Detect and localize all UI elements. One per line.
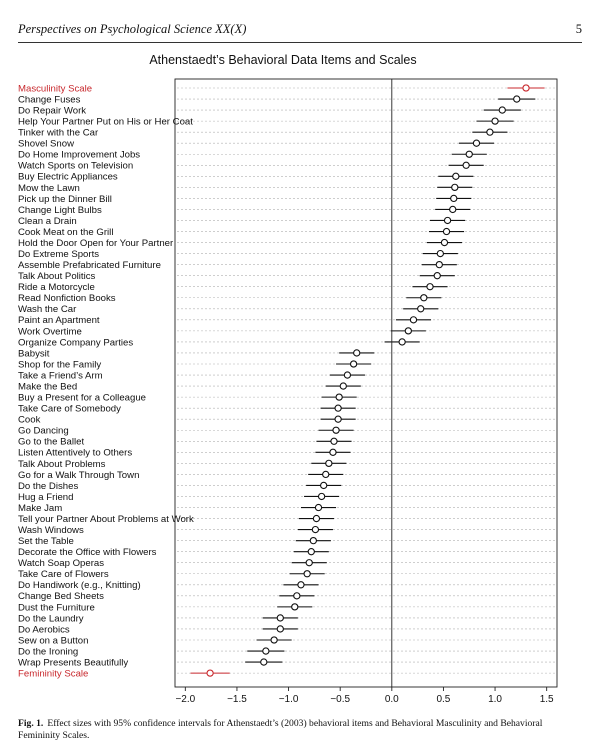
effect-point [421, 295, 427, 301]
effect-point [492, 118, 498, 124]
effect-point [294, 593, 300, 599]
item-label: Tinker with the Car [18, 127, 99, 139]
row-labels [18, 83, 194, 679]
effect-point [336, 394, 342, 400]
effect-point [434, 273, 440, 279]
item-label: Buy Electric Appliances [18, 171, 118, 183]
item-label: Watch Soap Operas [18, 558, 105, 570]
effect-point [333, 427, 339, 433]
item-label: Change Bed Sheets [18, 591, 104, 603]
item-label: Do Aerobics [18, 624, 70, 636]
effect-point [499, 107, 505, 113]
effect-point [321, 482, 327, 488]
item-label: Babysit [18, 348, 50, 360]
item-label: Do the Dishes [18, 480, 79, 492]
figure-caption [18, 718, 582, 742]
effect-point [261, 659, 267, 665]
item-label: Make Jam [18, 502, 63, 514]
item-label: Cook [18, 414, 41, 426]
item-label: Shovel Snow [18, 138, 74, 150]
page-number: 5 [575, 22, 582, 36]
effect-point [450, 206, 456, 212]
effect-point [326, 460, 332, 466]
item-label: Change Light Bulbs [18, 204, 102, 216]
item-label: Assemble Prefabricated Furniture [18, 260, 161, 272]
item-label: Make the Bed [18, 381, 78, 393]
item-label: Ride a Motorcycle [18, 282, 95, 294]
item-label: Do the Ironing [18, 646, 79, 658]
item-label: Do Repair Work [18, 105, 87, 117]
scale-label: Femininity Scale [18, 668, 89, 680]
item-label: Set the Table [18, 536, 74, 548]
item-label: Go to the Ballet [18, 436, 85, 448]
item-label: Shop for the Family [18, 359, 102, 371]
item-label: Clean a Drain [18, 215, 77, 227]
item-label: Talk About Problems [18, 458, 106, 470]
item-label: Do Home Improvement Jobs [18, 149, 141, 161]
effect-point [323, 471, 329, 477]
x-tick-label: −1.0 [278, 694, 299, 705]
effect-point [319, 493, 325, 499]
data-marks [190, 85, 544, 676]
item-label: Do the Laundry [18, 613, 84, 625]
effect-point [340, 383, 346, 389]
figure-label: Fig. 1. [18, 718, 44, 729]
effect-point [277, 615, 283, 621]
effect-point [443, 228, 449, 234]
effect-point [444, 217, 450, 223]
effect-point [452, 184, 458, 190]
item-label: Wash Windows [18, 525, 84, 536]
item-label: Help Your Partner Put on His or Her Coat [18, 116, 193, 128]
effect-point [436, 262, 442, 268]
effect-point [487, 129, 493, 135]
item-label: Go for a Walk Through Town [18, 469, 140, 481]
effect-point [427, 284, 433, 290]
x-axis [175, 79, 557, 705]
effect-point [354, 350, 360, 356]
effect-point [308, 549, 314, 555]
item-label: Wrap Presents Beautifully [18, 657, 129, 669]
item-label: Read Nonfiction Books [18, 293, 116, 305]
item-label: Buy a Present for a Colleague [18, 392, 146, 404]
effect-point [304, 571, 310, 577]
effect-point [441, 239, 447, 245]
x-tick-label: 0.0 [384, 694, 399, 705]
effect-point [405, 328, 411, 334]
scale-point [207, 670, 213, 676]
effect-point [310, 538, 316, 544]
item-label: Pick up the Dinner Bill [18, 193, 112, 205]
effect-point [514, 96, 520, 102]
x-tick-label: 0.5 [436, 694, 451, 705]
effect-point [330, 449, 336, 455]
effect-point [351, 361, 357, 367]
item-label: Do Extreme Sports [18, 249, 100, 260]
item-label: Take a Friend’s Arm [18, 370, 103, 382]
item-label: Cook Meat on the Grill [18, 226, 114, 238]
effect-point [292, 604, 298, 610]
item-label: Work Overtime [18, 326, 82, 338]
item-label: Do Handiwork (e.g., Knitting) [18, 580, 141, 592]
item-label: Decorate the Office with Flowers [18, 547, 157, 559]
item-label: Change Fuses [18, 94, 81, 106]
effect-point [298, 582, 304, 588]
item-label: Listen Attentively to Others [18, 447, 133, 459]
scale-label: Masculinity Scale [18, 83, 93, 95]
effect-point [335, 416, 341, 422]
item-label: Sew on a Button [18, 635, 89, 647]
journal-title: Perspectives on Psychological Science XX(X) [18, 22, 247, 36]
x-tick-label: −2.0 [175, 694, 196, 705]
effect-point [418, 306, 424, 312]
item-label: Watch Sports on Television [18, 160, 134, 172]
effect-point [312, 527, 318, 533]
effect-point [277, 626, 283, 632]
x-tick-label: −0.5 [330, 694, 351, 705]
effect-point [263, 648, 269, 654]
x-tick-label: −1.5 [227, 694, 247, 705]
item-label: Wash the Car [18, 304, 77, 316]
x-tick-label: 1.5 [539, 694, 554, 705]
item-label: Take Care of Somebody [18, 403, 121, 415]
gridlines [177, 88, 555, 673]
effect-point [399, 339, 405, 345]
x-tick-label: 1.0 [488, 694, 503, 705]
effect-point [463, 162, 469, 168]
effect-point [410, 317, 416, 323]
item-label: Paint an Apartment [18, 315, 100, 327]
effect-point [315, 504, 321, 510]
caption-text: Effect sizes with 95% confidence intervals for Athenstaedt’s (2003) behavioral items and Behavioral Masculinity and Behavioral Femininity Scales. [18, 718, 543, 741]
effect-point [453, 173, 459, 179]
item-label: Hold the Door Open for Your Partner [18, 237, 174, 249]
scale-point [523, 85, 529, 91]
effect-point [306, 560, 312, 566]
effect-point [466, 151, 472, 157]
effect-point [313, 515, 319, 521]
item-label: Take Care of Flowers [18, 569, 109, 581]
effect-point [344, 372, 350, 378]
item-label: Dust the Furniture [18, 602, 95, 614]
effect-point [473, 140, 479, 146]
effect-point [437, 251, 443, 257]
effect-point [331, 438, 337, 444]
effect-point [271, 637, 277, 643]
chart-title: Athenstaedt’s Behavioral Data Items and Scales [149, 53, 417, 67]
effect-point [451, 195, 457, 201]
item-label: Mow the Lawn [18, 182, 80, 194]
item-label: Tell your Partner About Problems at Work [18, 513, 194, 525]
item-label: Talk About Politics [18, 271, 96, 283]
item-label: Go Dancing [18, 425, 69, 437]
effect-point [335, 405, 341, 411]
item-label: Organize Company Parties [18, 337, 134, 349]
item-label: Hug a Friend [18, 491, 74, 503]
